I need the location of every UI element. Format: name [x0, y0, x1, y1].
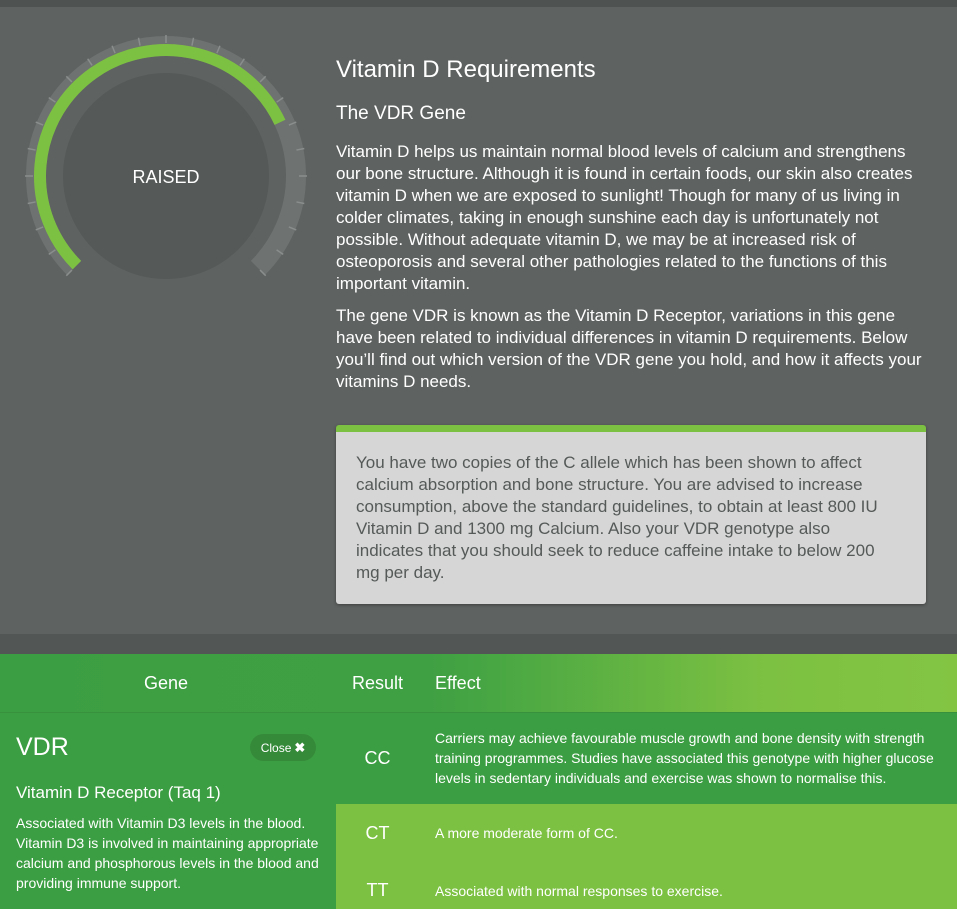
table-row [336, 804, 957, 909]
gauge-dial [20, 30, 312, 290]
content [336, 55, 926, 393]
gene-name: VDR [16, 733, 69, 761]
gene-subtitle: Vitamin D Receptor (Taq 1) [16, 783, 221, 802]
close-label: Close [260, 741, 292, 755]
effect-ct: A more moderate form of CC. [435, 825, 618, 841]
gauge-label: RAISED [132, 167, 200, 187]
table-row [336, 712, 957, 804]
gene-panel [0, 712, 336, 909]
gene-description: Associated with Vitamin D3 levels in the blood. Vitamin D3 is involved in maintaining appropriate calcium and phosphorous levels in the blood and providing immune support. [16, 815, 319, 891]
header-gene: Gene [144, 673, 189, 693]
page-title: Vitamin D Requirements [336, 56, 596, 83]
genotype-ct: CT [365, 823, 390, 843]
result-summary-box: You have two copies of the C allele which has been shown to affect calcium absorption and bone structure. You are advised to increase consumption, above the standard guidelines, to obtain at least 800 IU Vitamin D and 1300 mg Calcium. Also your VDR genotype also indicates that you should seek to reduce caffeine intake to below 200 mg per day. [336, 425, 926, 604]
intro-paragraph: Vitamin D helps us maintain normal blood levels of calcium and strengthens our bone structure. Although it is found in certain foods, our skin also creates vitamin D when we are exposed to sunlight! Though for many of us living in colder climates, taking in enough sunshine each day is unfortunately not possible. Without adequate vitamin D, we may be at increased risk of osteoporosis and several other pathologies related to the functions of this important vitamin. [336, 142, 913, 293]
genotype-tt: TT [366, 880, 389, 900]
effect-tt: Associated with normal responses to exercise. [435, 883, 723, 899]
section-subtitle: The VDR Gene [336, 103, 466, 124]
table-header [0, 654, 957, 712]
gene-paragraph: The gene VDR is known as the Vitamin D Receptor, variations in this gene have been related to individual differences in vitamin D requirements. Below you’ll find out which version of the VDR gene you hold, and how it affects your vitamins D needs. [336, 306, 922, 391]
gene-table [0, 654, 957, 909]
genotype-cc: CC [364, 748, 391, 768]
effect-cc: Carriers may achieve favourable muscle growth and bone density with strength training programmes. Studies have associated this genotype with higher glucose levels in sedentary individuals and exercise was shown to normalise this. [435, 730, 934, 786]
close-button[interactable] [250, 734, 316, 761]
header-effect: Effect [435, 673, 481, 693]
section-divider [0, 634, 957, 654]
close-icon: ✖ [294, 740, 306, 755]
header-result: Result [352, 673, 404, 693]
